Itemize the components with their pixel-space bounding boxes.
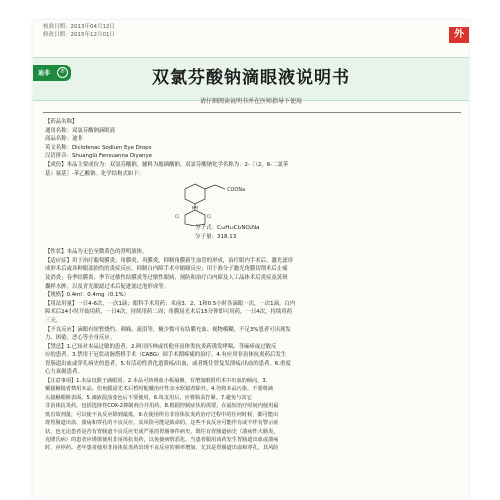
adverse-line-2: 力、困倦、恶心等全身反应。: [45, 335, 116, 342]
document-title: 双氯芬酸钠滴眼液说明书: [152, 68, 350, 88]
precautions-line-1: 【注意事项】1.本品仅限于滴眼用。2.本品可妨碍血小板凝聚，有增加眼组织术中出血的倾向。3.: [45, 378, 268, 385]
indications-line-4: 囊样水肿，以及青光眼滤过术后促进滤过泡形成等。: [45, 283, 169, 290]
precautions-line-4: 非甾体抗炎药，包括选择性COX-2抑制剂合并用药。8.根据控制症状的需要，在最短治疗时间内使用最: [45, 403, 279, 410]
composition-line-2: 基）氨基］-苯乙酸钠。化学结构式如下：: [45, 170, 144, 177]
molecular-weight: 分子量：318.13: [195, 234, 237, 241]
generic-name: 通用名称：双氯芬酸钠滴眼液: [45, 127, 116, 134]
adverse-line-1: 【不良反应】滴眼有短暂烧灼、刺痛、流泪等，极少数可有结膜充血、视物模糊。不足3%患者可出现发: [45, 326, 291, 333]
precautions-line-8: 克隆氏病）的患者应谨慎使用非甾体抗炎药，以免使病情恶化。当患者服用该药发生胃肠道出血或溃疡: [45, 436, 279, 443]
dosage-line-1: 【用法用量】一日4-6次，一次1滴；眼科手术用药：术前3、2、1和0.5小时各滴眼一次，一次1滴。白内: [45, 300, 296, 307]
precautions-line-5: 低有效剂量，可以使不良反应降到最低。9.在使用所有非甾体抗炎药治疗过程中的任何时候，都可能出: [45, 411, 279, 418]
contraindications-line-2: 应的患者。3.禁用于冠状动脉搭桥手术（CABG）围手术期疼痛的治疗。4.有应用非甾体抗炎药后发生: [45, 352, 287, 359]
document-subtitle: 请仔细阅读说明书并在医师指导下使用: [199, 98, 302, 105]
chemical-structure: [45, 180, 457, 248]
indications-line-1: 【适应症】用于治疗葡萄膜炎、角膜炎、巩膜炎，抑制角膜新生血管的形成，治疗眼内手术后、激光滤帘: [45, 257, 293, 264]
precautions-line-2: 戴接触镜者禁用本品。但角膜屈光术后暂时配戴治疗性亲水软镜者除外。4.勿将本品污染。不要将滴: [45, 386, 274, 393]
leaflet-sheet: [33, 20, 469, 500]
divider: [43, 112, 461, 113]
svg-text:Cl: Cl: [175, 214, 179, 220]
precautions-line-7: 状，也无论患者是否有胃肠道不良反应史或严重的胃肠事件病史。既往有胃肠道病史（溃疡性大肠炎，: [45, 428, 279, 435]
character-section: 【性状】本品为无色至微黄色的澄明液体。: [45, 249, 148, 256]
dates-block: [43, 23, 115, 39]
section-heading-drug-name: 【药品名称】: [45, 119, 78, 125]
indications-line-2: 成形术后或各种眼部损伤的炎症反应，抑制白内障手术中缩瞳反应；用于准分子激光角膜切削术后止痛: [45, 266, 288, 273]
leaflet-body: [45, 118, 457, 453]
contraindications-line-4: 心力衰竭患者。: [45, 369, 83, 376]
english-name: 英文名称：Diclofenac Sodium Eye Drops: [45, 144, 152, 151]
carboxylate-label: COONa: [227, 187, 246, 194]
external-use-badge: 外: [449, 27, 469, 43]
structure-diagram: [165, 180, 305, 226]
trade-name: 商品名称：迪非: [45, 136, 83, 143]
molecular-info: [195, 224, 260, 242]
contraindications-line-3: 胃肠道出血或穿孔病史的患者。5.有活动性消化道溃疡/出血，或者既往曾复发溃疡/出血的患者。6.重度: [45, 360, 291, 367]
indications-line-3: 及消炎；春季结膜炎、季节过敏性结膜炎等过敏性眼病，预防和治疗白内障及人工晶体术后炎症及黄斑: [45, 274, 288, 281]
dosage-line-3: 三天。: [45, 317, 62, 324]
approval-date: 核准日期：2013年04月12日: [43, 24, 115, 30]
precautions-line-6: 现胃肠道出血、溃疡和穿孔的不良反应，其风险可能是致命的。这些不良反应可能伴有或不伴有警示症: [45, 420, 279, 427]
precautions-line-3: 头接触眼睑表面。5.滴液混浊变色后不要使用。6.每支用后，应将瓶盖拧紧。7.避免与其它: [45, 394, 252, 401]
contraindications-line-1: 【禁忌】1.已知对本品过敏的患者。2.阿司匹林或其他非甾体类抗炎药诱发哮喘、荨麻疹或过敏反: [45, 343, 277, 350]
molecular-formula: 分子式：C₁₄H₁₀Cl₂NO₂Na: [195, 225, 260, 232]
brand-name: 迪非: [38, 70, 51, 77]
specification-section: 【规格】0.4ml：0.4mg（0.1%）: [45, 292, 129, 299]
svg-text:Cl: Cl: [207, 214, 211, 220]
svg-text:NH: NH: [192, 205, 198, 211]
composition-line-1: 【成份】本品主要成份为：双氯芬酸钠，辅料为玻璃酸钠。双氯芬酸钠化学名称为：2-［（2，6-二氯苯: [45, 161, 289, 168]
revision-date: 修改日期：2015年12月01日: [43, 32, 115, 38]
registered-mark-icon: ®: [57, 67, 68, 78]
dosage-line-2: 障术后24小时开始用药，一日4次，持续用药二周；角膜屈光术后15分钟即可用药，一日4次，持续用药: [45, 309, 292, 316]
pinyin-name: 汉语拼音：Shuanglü Fensuanna Diyanye: [45, 153, 152, 160]
precautions-line-9: 时，应停药。老年患者使用非甾体抗炎药出现不良反应的频率增加，尤其是胃肠道出血和穿孔，其风险: [45, 445, 279, 452]
